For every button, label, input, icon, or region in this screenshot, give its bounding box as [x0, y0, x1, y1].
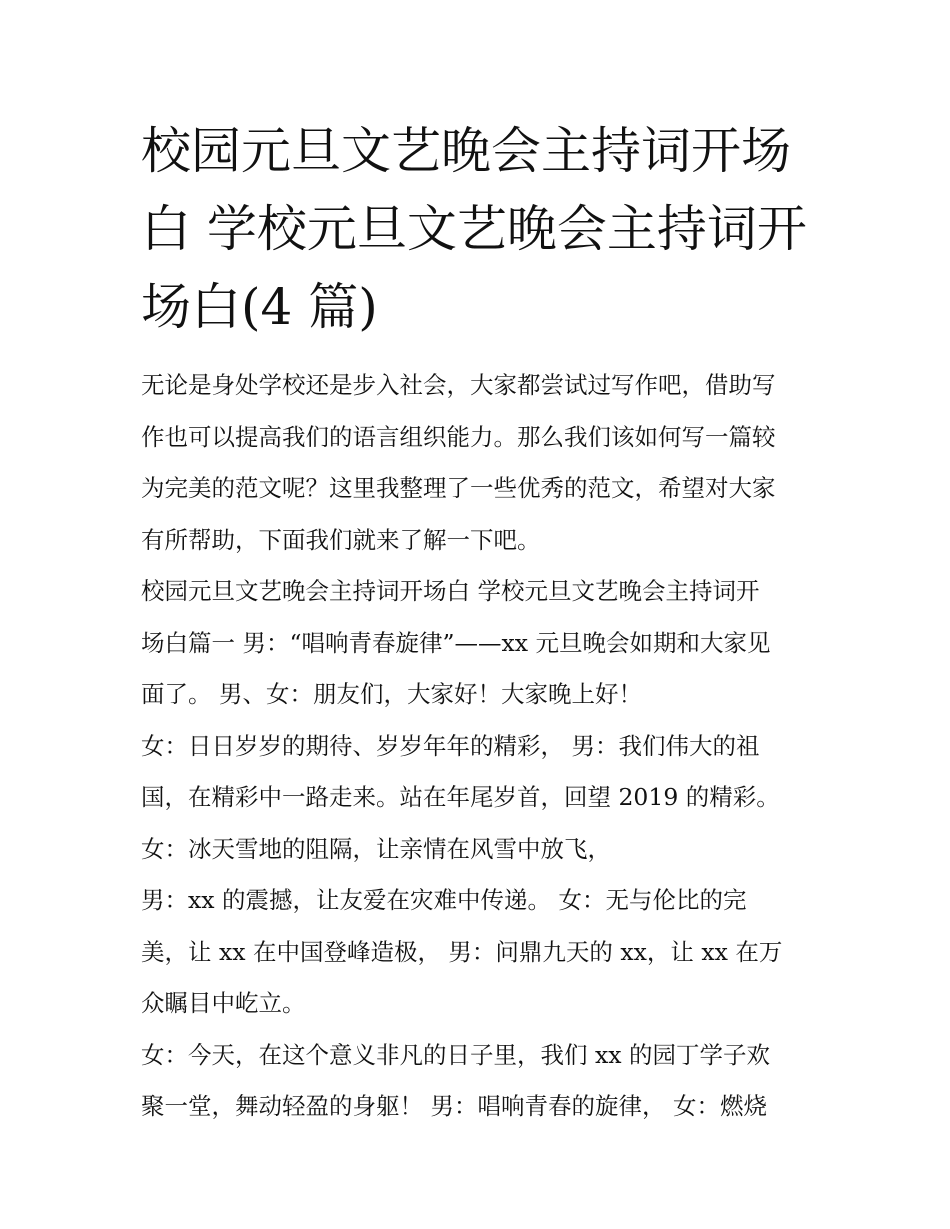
text-line: 校园元旦文艺晚会主持词开场白 学校元旦文艺晚会主持词开: [141, 577, 760, 605]
text-line: 面了。 男、女：朋友们，大家好！大家晚上好！: [141, 680, 642, 708]
intro-paragraph: [141, 360, 821, 566]
text-line: 女：冰天雪地的阻隔，让亲情在风雪中放飞，: [141, 834, 611, 863]
text-line: 无论是身处学校还是步入社会，大家都尝试过写作吧，借助写: [141, 371, 776, 399]
body-paragraph: [141, 566, 821, 721]
text-line: 为完美的范文呢？这里我整理了一些优秀的范文，希望对大家: [141, 474, 776, 502]
text-line: 众瞩目中屹立。: [141, 989, 306, 1017]
text-line: 男：xx 的震撼，让友爱在灾难中传递。 女：无与伦比的完: [141, 886, 747, 914]
title-line: 场白(4 篇): [141, 278, 378, 336]
body-paragraph: [141, 1030, 821, 1133]
text-line: 场白篇一 男：“唱响青春旋律”——xx 元旦晚会如期和大家见: [141, 628, 771, 657]
title-line: 校园元旦文艺晚会主持词开场: [141, 122, 791, 180]
text-line: 作也可以提高我们的语言组织能力。那么我们该如何写一篇较: [141, 422, 776, 451]
text-line: 聚一堂，舞动轻盈的身躯！ 男：唱响青春的旋律， 女：燃烧: [141, 1092, 767, 1120]
document-page: [141, 112, 821, 1133]
body-paragraph: [141, 824, 821, 876]
text-line: 国，在精彩中一路走来。站在年尾岁首，回望 2019 的精彩。: [141, 783, 780, 811]
text-line: 美，让 xx 在中国登峰造极， 男：问鼎九天的 xx，让 xx 在万: [141, 937, 783, 966]
body-paragraph: [141, 875, 821, 1030]
text-line: 有所帮助，下面我们就来了解一下吧。: [141, 525, 541, 554]
text-line: 女：今天，在这个意义非凡的日子里，我们 xx 的园丁学子欢: [141, 1040, 770, 1069]
body-paragraph: [141, 721, 821, 824]
text-line: 女：日日岁岁的期待、岁岁年年的精彩， 男：我们伟大的祖: [141, 731, 760, 760]
document-title: [141, 112, 821, 346]
title-line: 白 学校元旦文艺晚会主持词开: [141, 200, 807, 258]
